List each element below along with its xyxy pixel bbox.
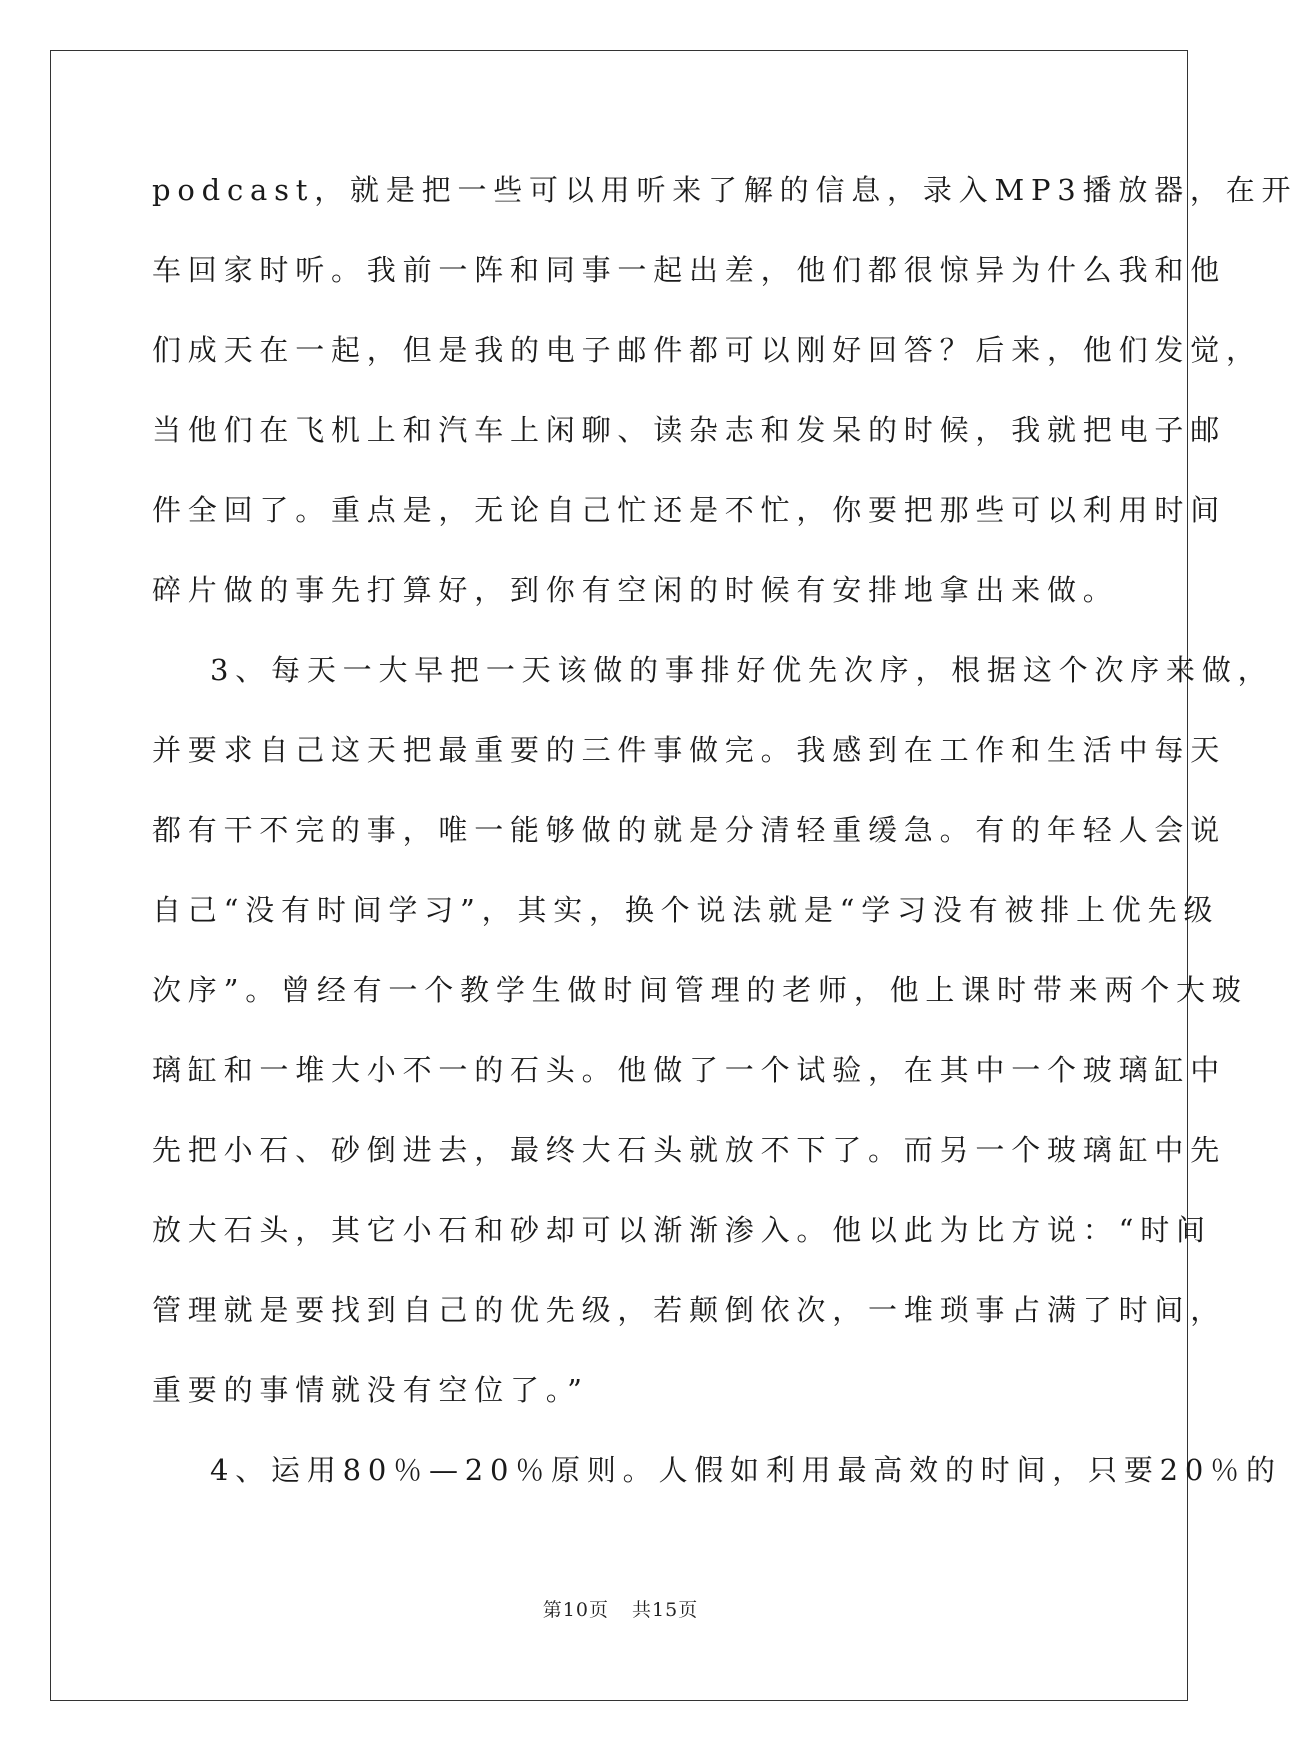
text-line: 都有干不完的事，唯一能够做的就是分清轻重缓急。有的年轻人会说 [152, 813, 1227, 847]
text-line: 碎片做的事先打算好，到你有空闲的时候有安排地拿出来做。 [152, 573, 1119, 607]
text-line: 自己“没有时间学习”，其实，换个说法就是“学习没有被排上优先级 [152, 893, 1220, 927]
text-line: 放大石头，其它小石和砂却可以渐渐渗入。他以此为比方说：“时间 [152, 1213, 1212, 1247]
text-line: 先把小石、砂倒进去，最终大石头就放不下了。而另一个玻璃缸中先 [152, 1133, 1227, 1167]
text-line: 当他们在飞机上和汽车上闲聊、读杂志和发呆的时候，我就把电子邮 [152, 413, 1227, 447]
text-line: 们成天在一起，但是我的电子邮件都可以刚好回答？后来，他们发觉， [152, 333, 1262, 367]
text-line: 件全回了。重点是，无论自己忙还是不忙，你要把那些可以利用时间 [152, 493, 1227, 527]
page-footer [0, 1595, 1241, 1622]
text-line: 次序”。曾经有一个教学生做时间管理的老师，他上课时带来两个大玻 [152, 973, 1248, 1007]
text-line: 并要求自己这天把最重要的三件事做完。我感到在工作和生活中每天 [152, 733, 1227, 767]
paragraph-start-line: 4、运用80％—20％原则。人假如利用最高效的时间，只要20％的 [210, 1453, 1282, 1487]
text-line: 重要的事情就没有空位了。” [152, 1373, 589, 1407]
paragraph-start-line: 3、每天一大早把一天该做的事排好优先次序，根据这个次序来做， [210, 653, 1274, 687]
text-line: podcast，就是把一些可以用听来了解的信息，录入MP3播放器，在开 [152, 173, 1297, 207]
current-page-number: 第10页 [542, 1599, 609, 1621]
total-page-count: 共15页 [632, 1599, 699, 1621]
text-line: 管理就是要找到自己的优先级，若颠倒依次，一堆琐事占满了时间， [152, 1293, 1227, 1327]
text-line: 璃缸和一堆大小不一的石头。他做了一个试验，在其中一个玻璃缸中 [152, 1053, 1227, 1087]
text-line: 车回家时听。我前一阵和同事一起出差，他们都很惊异为什么我和他 [152, 253, 1227, 287]
body-text [152, 150, 1297, 1510]
